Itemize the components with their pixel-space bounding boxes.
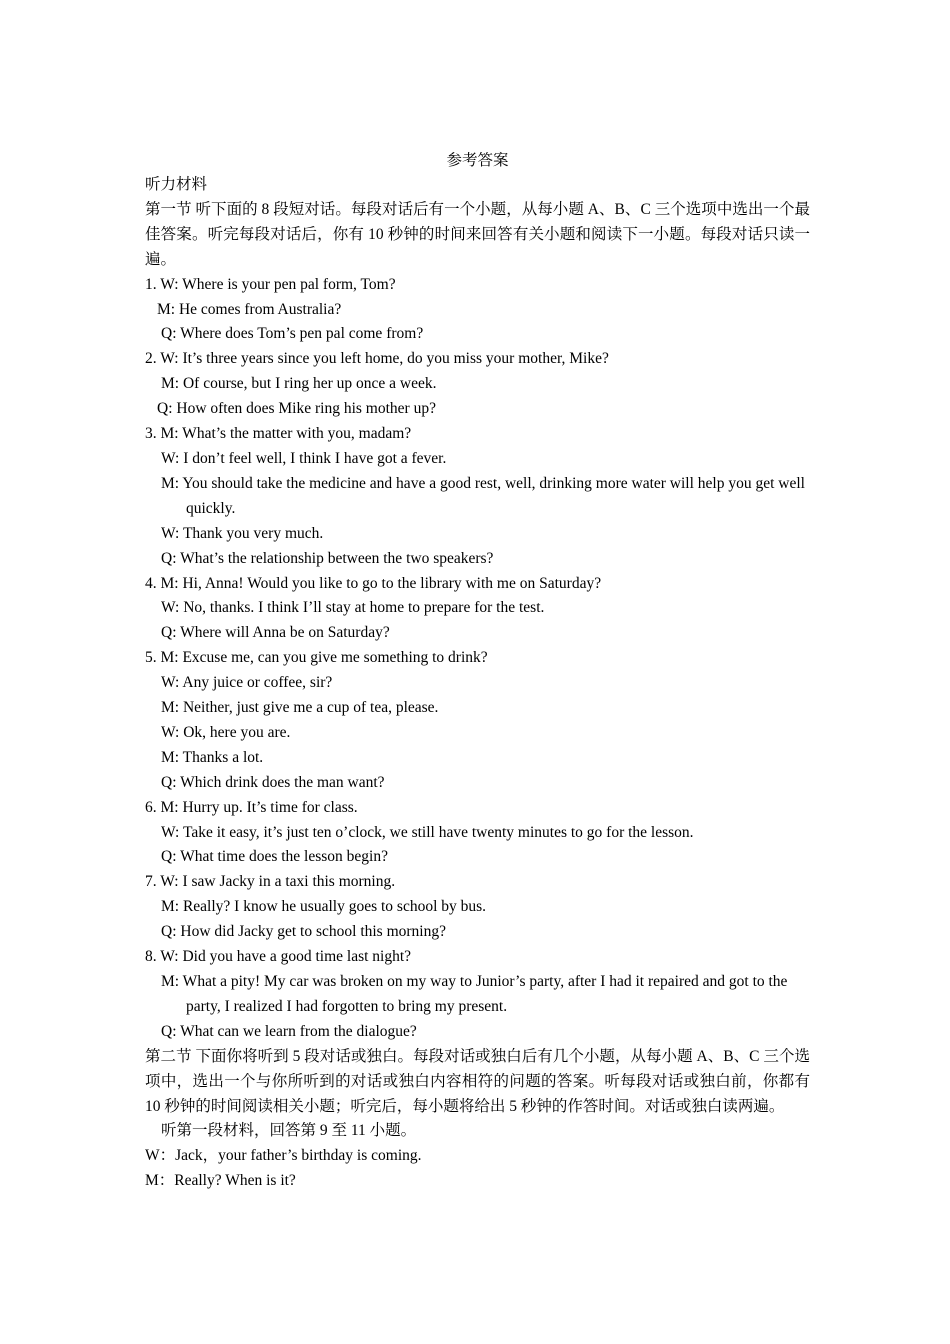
dialogue-line: W: Thank you very much. — [161, 524, 324, 542]
dialogue-line: M: Thanks a lot. — [161, 748, 264, 766]
dialogue-7 — [145, 870, 810, 945]
dialogue-8 — [145, 945, 810, 1045]
dialogue-question: Q: What time does the lesson begin? — [161, 848, 388, 866]
part2-instructions: 第二节 下面你将听到 5 段对话或独白。每段对话或独白后有几个小题，从每小题 A、B、C 三个选项中，选出一个与你所听到的对话或独白内容相符的问题的答案。听每段对话或独白前，你都有 10 秒钟的时间阅读相关小题；听完后，每小题将给出 5 秒钟的作答时间。对话或独白读两遍。 — [145, 1047, 810, 1115]
dialogue-question: Q: Where will Anna be on Saturday? — [161, 624, 390, 642]
dialogue-line: W: Take it easy, it’s just ten o’clock, we still have twenty minutes to go for the lesson. — [161, 823, 694, 841]
dialogue-line: W: Ok, here you are. — [161, 723, 291, 741]
dialogue-question: Q: Which drink does the man want? — [161, 773, 385, 791]
page-title: 参考答案 — [446, 152, 509, 169]
dialogue-line: M: Of course, but I ring her up once a week. — [161, 375, 437, 393]
dialogue-line: 6. M: Hurry up. It’s time for class. — [145, 798, 358, 816]
dialogue-line: 7. W: I saw Jacky in a taxi this morning. — [145, 873, 396, 891]
dialogue-question: Q: What’s the relationship between the two speakers? — [161, 549, 494, 567]
dialogue-line: 5. M: Excuse me, can you give me something to drink? — [145, 649, 488, 667]
dialogue-1 — [145, 273, 810, 348]
dialogue-line: 3. M: What’s the matter with you, madam? — [145, 425, 412, 443]
dialogue-line: 8. W: Did you have a good time last night? — [145, 948, 412, 966]
dialogue-line: 4. M: Hi, Anna! Would you like to go to the library with me on Saturday? — [145, 574, 602, 592]
dialogue-4 — [145, 572, 810, 647]
dialogue-question: Q: How did Jacky get to school this morning? — [161, 923, 446, 941]
dialogue-3 — [145, 422, 810, 571]
dialogue-line: W: I don’t feel well, I think I have got a fever. — [161, 449, 447, 467]
part1-instructions: 第一节 听下面的 8 段短对话。每段对话后有一个小题，从每小题 A、B、C 三个选项中选出一个最佳答案。听完每段对话后，你有 10 秒钟的时间来回答有关小题和阅读下一小题。每段对话只读一遍。 — [145, 200, 810, 268]
dialogue-line: M: Really? I know he usually goes to school by bus. — [161, 898, 487, 916]
dialogue-line: M: You should take the medicine and have a good rest, well, drinking more water will help you get well quickly. — [161, 474, 805, 517]
dialogue-6 — [145, 796, 810, 871]
dialogue-5 — [145, 646, 810, 795]
dialogue-line: W: No, thanks. I think I’ll stay at home to prepare for the test. — [161, 599, 545, 617]
dialogue-question: Q: Where does Tom’s pen pal come from? — [161, 325, 424, 343]
section-heading: 听力材料 — [145, 176, 208, 193]
answer-content — [145, 148, 810, 1194]
dialogue-line: W: Any juice or coffee, sir? — [161, 674, 333, 692]
dialogue-line: 2. W: It’s three years since you left home, do you miss your mother, Mike? — [145, 350, 609, 368]
dialogue-line: M: What a pity! My car was broken on my way to Junior’s party, after I had it repaired and got to the party, I realized I had forgotten to bring my present. — [161, 973, 788, 1015]
dialogue-line: W：Jack，your father’s birthday is coming. — [145, 1147, 422, 1165]
dialogue-line: M: Neither, just give me a cup of tea, please. — [161, 699, 439, 717]
dialogue-question: Q: How often does Mike ring his mother up? — [157, 400, 436, 418]
dialogue-line: M: He comes from Australia? — [157, 300, 342, 318]
dialogue-question: Q: What can we learn from the dialogue? — [161, 1022, 417, 1040]
dialogue-line: 1. W: Where is your pen pal form, Tom? — [145, 275, 396, 293]
part2-subheading: 听第一段材料，回答第 9 至 11 小题。 — [161, 1122, 417, 1140]
dialogue-2 — [145, 347, 810, 422]
dialogue-line: M：Really? When is it? — [145, 1172, 296, 1190]
